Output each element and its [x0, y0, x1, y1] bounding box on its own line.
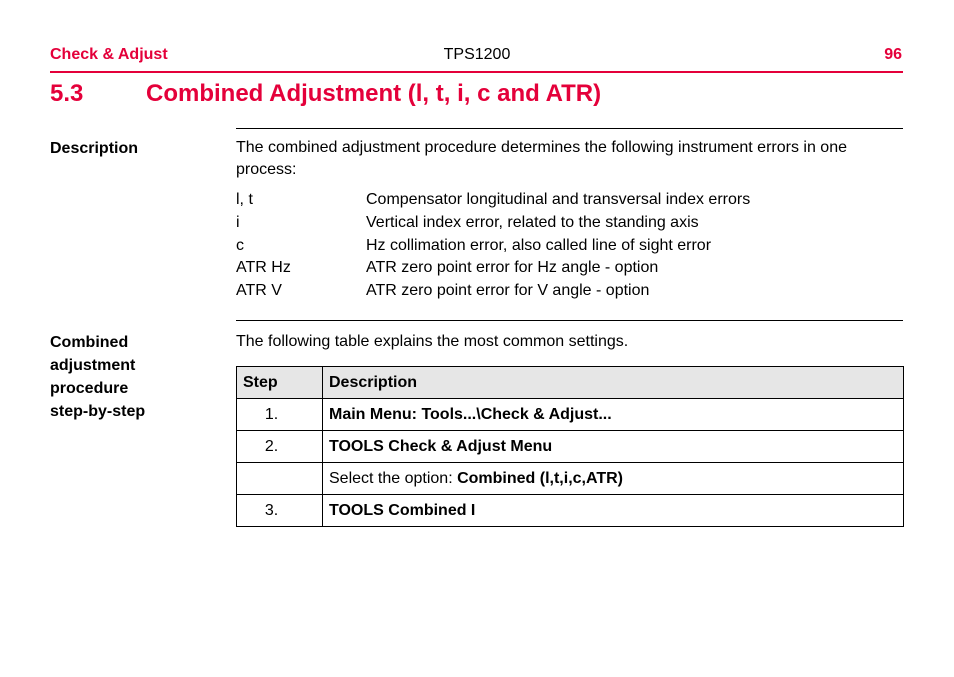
description-label: Description	[50, 140, 139, 157]
step-option-name: Combined (l,t,i,c,ATR)	[457, 469, 624, 487]
step-number: 1.	[237, 399, 323, 431]
section-title: Combined Adjustment (l, t, i, c and ATR)	[146, 80, 602, 107]
table-row	[237, 495, 904, 527]
header-rule	[50, 71, 903, 73]
error-code: i	[236, 213, 240, 231]
procedure-label-line: adjustment	[50, 357, 136, 374]
procedure-label-line: Combined	[50, 334, 129, 351]
error-code: ATR V	[236, 282, 282, 300]
section-number: 5.3	[50, 80, 84, 107]
running-header-product: TPS1200	[443, 46, 511, 63]
table-row	[237, 431, 904, 463]
step-description: TOOLS Check & Adjust Menu	[323, 431, 904, 463]
step-number	[237, 463, 323, 495]
procedure-rule	[236, 320, 903, 321]
error-description: ATR zero point error for Hz angle - option	[366, 259, 659, 277]
error-list	[236, 189, 903, 303]
error-item	[236, 189, 903, 212]
page-number: 96	[884, 46, 902, 63]
procedure-label-line: procedure	[50, 380, 129, 397]
error-description: Compensator longitudinal and transversal index errors	[366, 191, 751, 208]
error-item	[236, 257, 903, 280]
column-header-description: Description	[323, 367, 904, 399]
step-number: 2.	[237, 431, 323, 463]
table-header-row	[237, 367, 904, 399]
error-code: l, t	[236, 191, 253, 208]
error-description: Hz collimation error, also called line of sight error	[366, 236, 712, 254]
procedure-intro: The following table explains the most common settings.	[236, 333, 629, 350]
column-header-step: Step	[237, 367, 323, 399]
error-item	[236, 280, 903, 303]
error-description: Vertical index error, related to the standing axis	[366, 213, 699, 231]
step-description	[323, 463, 904, 495]
step-number: 3.	[237, 495, 323, 527]
procedure-label-line: step-by-step	[50, 403, 146, 420]
table-row	[237, 463, 904, 495]
running-header-section: Check & Adjust	[50, 46, 168, 63]
step-description: TOOLS Combined I	[323, 495, 904, 527]
error-item	[236, 212, 903, 235]
procedure-label	[50, 331, 220, 423]
steps-table	[236, 366, 904, 527]
error-item	[236, 235, 903, 258]
error-description: ATR zero point error for V angle - option	[366, 282, 650, 300]
error-code: c	[236, 236, 244, 254]
error-code: ATR Hz	[236, 259, 291, 277]
step-description: Main Menu: Tools...\Check & Adjust...	[323, 399, 904, 431]
step-description-prefix: Select the option:	[329, 469, 458, 487]
description-intro: The combined adjustment procedure determines the following instrument errors in one process:	[236, 139, 847, 178]
table-row	[237, 399, 904, 431]
description-rule	[236, 128, 903, 129]
